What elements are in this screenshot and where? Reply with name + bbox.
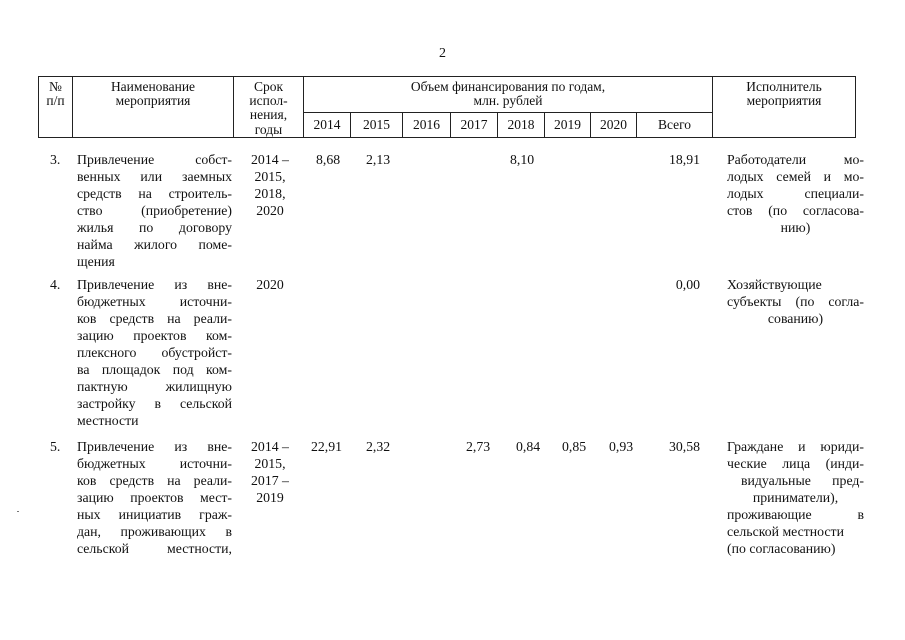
row-name: Привлечение из вне- бюджетных источни- ков средств на реали- зацию проектов ком- плексного обустройст- ва площадок под ком- пактную жилищную застройку в сельской местности bbox=[77, 277, 232, 428]
scan-speck bbox=[17, 511, 19, 512]
page-number: 2 bbox=[439, 46, 446, 61]
table-header bbox=[38, 76, 856, 138]
header-term: Срок испол- нения, годы bbox=[234, 77, 304, 138]
header-total: Всего bbox=[637, 113, 713, 138]
value-total: 0,00 bbox=[675, 277, 700, 292]
row-number: 5. bbox=[50, 439, 61, 454]
value-2018: 0,84 bbox=[516, 439, 541, 454]
row-term: 2014 – 2015, 2017 – 2019 bbox=[251, 439, 289, 505]
value-2018: 8,10 bbox=[510, 152, 535, 167]
value-2014: 22,91 bbox=[311, 439, 343, 454]
row-number: 3. bbox=[50, 152, 61, 167]
value-2017: 2,73 bbox=[466, 439, 491, 454]
header-num: № п/п bbox=[39, 77, 73, 138]
value-2019: 0,85 bbox=[562, 439, 587, 454]
row-term: 2020 bbox=[256, 277, 284, 292]
header-year-2014: 2014 bbox=[304, 113, 351, 138]
header-executor: Исполнитель мероприятия bbox=[713, 77, 856, 138]
header-year-2016: 2016 bbox=[403, 113, 451, 138]
header-year-2018: 2018 bbox=[498, 113, 545, 138]
value-2020: 0,93 bbox=[609, 439, 634, 454]
header-funding: Объем финансирования по годам, млн. рублей bbox=[304, 77, 713, 113]
row-name: Привлечение из вне- бюджетных источни- ков средств на реали- зацию проектов мест- ных инициатив граж- дан, проживающих в сельской местности, bbox=[77, 439, 232, 556]
header-year-2020: 2020 bbox=[591, 113, 637, 138]
row-term: 2014 – 2015, 2018, 2020 bbox=[251, 152, 289, 218]
row-name: Привлечение собст- венных или заемных средств на строитель- ство (приобретение) жилья по договору найма жилого поме- щения bbox=[77, 152, 232, 269]
header-name: Наименование мероприятия bbox=[73, 77, 234, 138]
value-total: 18,91 bbox=[668, 152, 700, 167]
row-executor: Работодатели мо- лодых семей и мо- лодых специали- стов (по согласова- нию) bbox=[727, 152, 864, 235]
value-2015: 2,32 bbox=[366, 439, 391, 454]
header-year-2015: 2015 bbox=[351, 113, 403, 138]
row-executor: Хозяйствующие субъекты (по согла- сованию) bbox=[727, 277, 864, 326]
value-2015: 2,13 bbox=[366, 152, 391, 167]
row-number: 4. bbox=[50, 277, 61, 292]
value-2014: 8,68 bbox=[316, 152, 341, 167]
row-executor: Граждане и юриди- ческие лица (инди- видуальные пред- приниматели), проживающие в сельской местности (по согласованию) bbox=[727, 439, 864, 556]
header-year-2017: 2017 bbox=[451, 113, 498, 138]
value-total: 30,58 bbox=[668, 439, 700, 454]
header-year-2019: 2019 bbox=[545, 113, 591, 138]
